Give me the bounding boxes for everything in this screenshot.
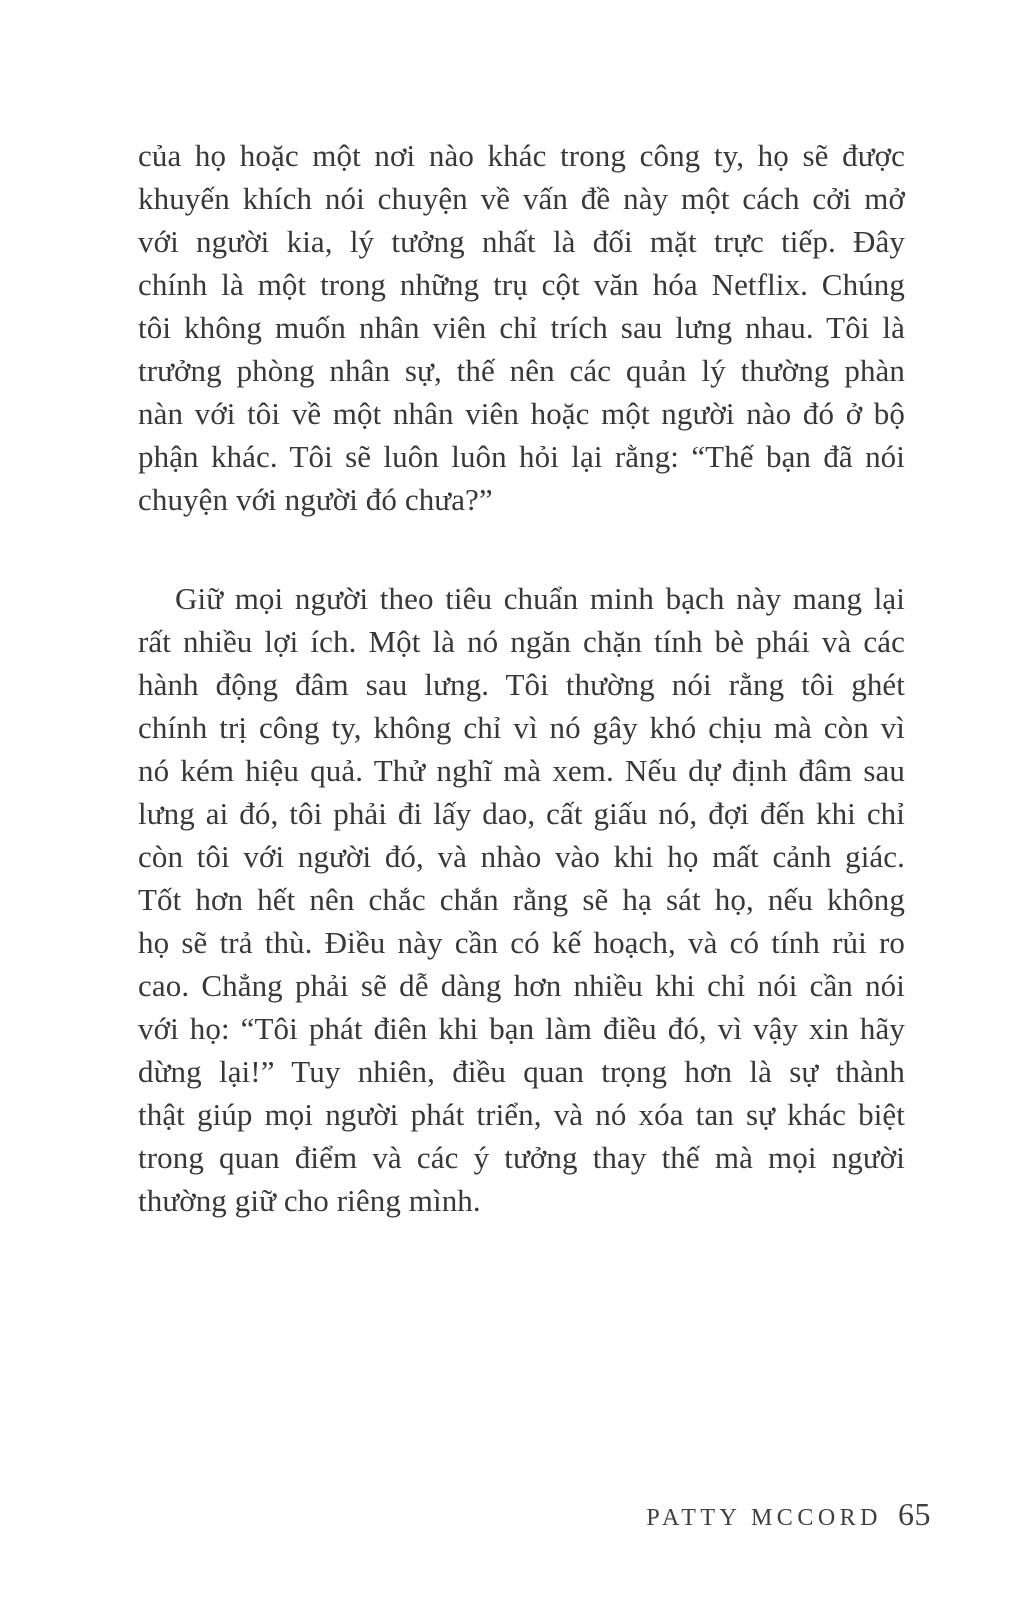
text-line: rất nhiều lợi ích. Một là nó ngăn chặn tính bè phái và các (138, 624, 905, 659)
text-line: khuyến khích nói chuyện về vấn đề này một cách cởi mở (138, 181, 905, 216)
text-line: của họ hoặc một nơi nào khác trong công ty, họ sẽ được (138, 138, 905, 173)
footer-page-number: 65 (898, 1496, 931, 1532)
text-line: nó kém hiệu quả. Thử nghĩ mà xem. Nếu dự định đâm sau (138, 753, 905, 788)
text-line: dừng lại!” Tuy nhiên, điều quan trọng hơn là sự thành (138, 1054, 905, 1089)
text-line: cao. Chẳng phải sẽ dễ dàng hơn nhiều khi chỉ nói cần nói (138, 968, 905, 1003)
text-line: tôi không muốn nhân viên chỉ trích sau lưng nhau. Tôi là (138, 310, 905, 345)
text-line: hành động đâm sau lưng. Tôi thường nói rằng tôi ghét (138, 667, 905, 702)
text-line: với người kia, lý tưởng nhất là đối mặt trực tiếp. Đây (138, 224, 905, 259)
text-line: trong quan điểm và các ý tưởng thay thế mà mọi người (138, 1140, 905, 1175)
text-line: họ sẽ trả thù. Điều này cần có kế hoạch, và có tính rủi ro (138, 925, 905, 960)
text-line: trưởng phòng nhân sự, thế nên các quản lý thường phàn (138, 353, 905, 388)
text-line: lưng ai đó, tôi phải đi lấy dao, cất giấu nó, đợi đến khi chỉ (138, 796, 905, 831)
text-line: chính trị công ty, không chỉ vì nó gây khó chịu mà còn vì (138, 710, 905, 745)
text-line: còn tôi với người đó, và nhào vào khi họ mất cảnh giác. (138, 839, 905, 874)
running-footer (646, 1496, 931, 1533)
text-line: Giữ mọi người theo tiêu chuẩn minh bạch này mang lại (175, 581, 905, 616)
text-line: thật giúp mọi người phát triển, và nó xóa tan sự khác biệt (138, 1097, 905, 1132)
text-line: nàn với tôi về một nhân viên hoặc một người nào đó ở bộ (138, 396, 905, 431)
paragraph-1 (138, 134, 905, 521)
text-line: chính là một trong những trụ cột văn hóa Netflix. Chúng (138, 267, 905, 302)
text-line: phận khác. Tôi sẽ luôn luôn hỏi lại rằng: “Thế bạn đã nói (138, 439, 905, 474)
text-line: Tốt hơn hết nên chắc chắn rằng sẽ hạ sát họ, nếu không (138, 882, 905, 917)
paragraph-2 (138, 577, 905, 1222)
text-line: thường giữ cho riêng mình. (138, 1183, 481, 1218)
footer-author: PATTY MCCORD (646, 1505, 882, 1531)
body-text (138, 134, 905, 1222)
text-line: chuyện với người đó chưa?” (138, 482, 493, 517)
text-line: với họ: “Tôi phát điên khi bạn làm điều đó, vì vậy xin hãy (138, 1011, 905, 1046)
